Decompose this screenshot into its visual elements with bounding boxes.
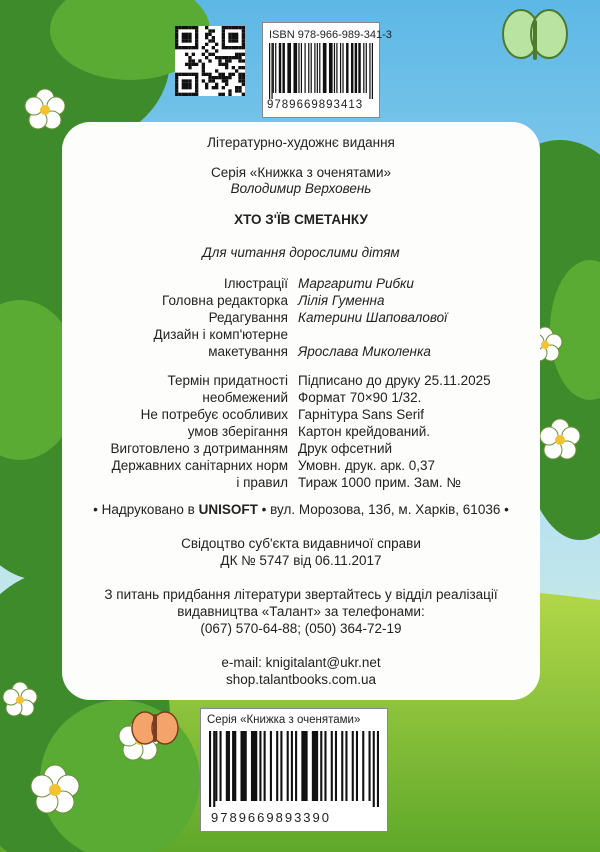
printer-name: UNISOFT	[198, 502, 258, 517]
email-line: e-mail: knigitalant@ukr.net	[221, 655, 381, 670]
spec-left: Державних санітарних норм	[111, 458, 288, 473]
spec-left: Не потребує особливих	[140, 407, 288, 422]
spec-left: умов зберігання	[187, 424, 288, 439]
credit-value: Лілія Гуменна	[298, 293, 385, 308]
credit-label: макетування	[208, 344, 288, 359]
audience-line: Для читання дорослими дітям	[202, 245, 400, 260]
credit-value: Ярослава Миколенка	[298, 344, 431, 359]
spec-right: Тираж 1000 прим. Зам. №	[298, 475, 461, 490]
spec-right: Картон крейдований.	[298, 424, 430, 439]
website-line: shop.talantbooks.com.ua	[225, 672, 377, 687]
purchase-line: З питань придбання літератури звертайтесь у відділ реалізації	[104, 587, 498, 602]
purchase-line: видавництва «Талант» за телефонами:	[177, 604, 425, 619]
credit-value: Маргарити Рибки	[298, 276, 414, 291]
spec-right: Гарнітура Sans Serif	[298, 407, 425, 422]
credit-label: Ілюстрації	[223, 276, 288, 291]
spec-right: Підписано до друку 25.11.2025	[298, 373, 491, 388]
printer-address: • вул. Морозова, 13б, м. Харків, 61036 •	[261, 502, 509, 517]
spec-right: Умовн. друк. арк. 0,37	[298, 458, 435, 473]
credit-value: Катерини Шаповалової	[298, 310, 448, 325]
barcode-bottom-digits: 9789669893390	[211, 810, 331, 825]
barcode-bottom-bars	[209, 731, 379, 807]
purchase-line: (067) 570-64-88; (050) 364-72-19	[200, 621, 402, 636]
certificate-line: ДК № 5747 від 06.11.2017	[220, 553, 382, 568]
credit-label: Редагування	[208, 310, 288, 325]
barcode-top-digits: 9789669893413	[267, 99, 364, 111]
series-barcode-box	[200, 708, 388, 832]
isbn-barcode-box	[262, 22, 392, 118]
certificate-line: Свідоцтво суб'єкта видавничої справи	[181, 536, 421, 551]
spec-left: і правил	[236, 475, 288, 490]
barcode-top-bars	[269, 43, 373, 99]
spec-left: необмежений	[202, 390, 288, 405]
qr-code	[175, 26, 245, 96]
genre-line: Літературно-художнє видання	[207, 135, 395, 150]
spec-left: Термін придатності	[167, 373, 288, 388]
credit-label: Дизайн і комп'ютерне	[153, 327, 288, 342]
author-line: Володимир Верховень	[230, 181, 372, 196]
spec-right: Друк офсетний	[298, 441, 393, 456]
series-label: Серія «Книжка з оченятами»	[207, 714, 361, 726]
spec-left: Виготовлено з дотриманням	[110, 441, 288, 456]
series-line: Серія «Книжка з оченятами»	[210, 165, 391, 180]
printer-line	[62, 502, 540, 518]
isbn-number: ISBN 978-966-989-341-3	[269, 29, 392, 41]
printer-prefix: • Надруковано в	[93, 502, 195, 517]
book-title: ХТО З'ЇВ СМЕТАНКУ	[234, 212, 368, 227]
credit-label: Головна редакторка	[162, 293, 288, 308]
spec-right: Формат 70×90 1/32.	[298, 390, 422, 405]
